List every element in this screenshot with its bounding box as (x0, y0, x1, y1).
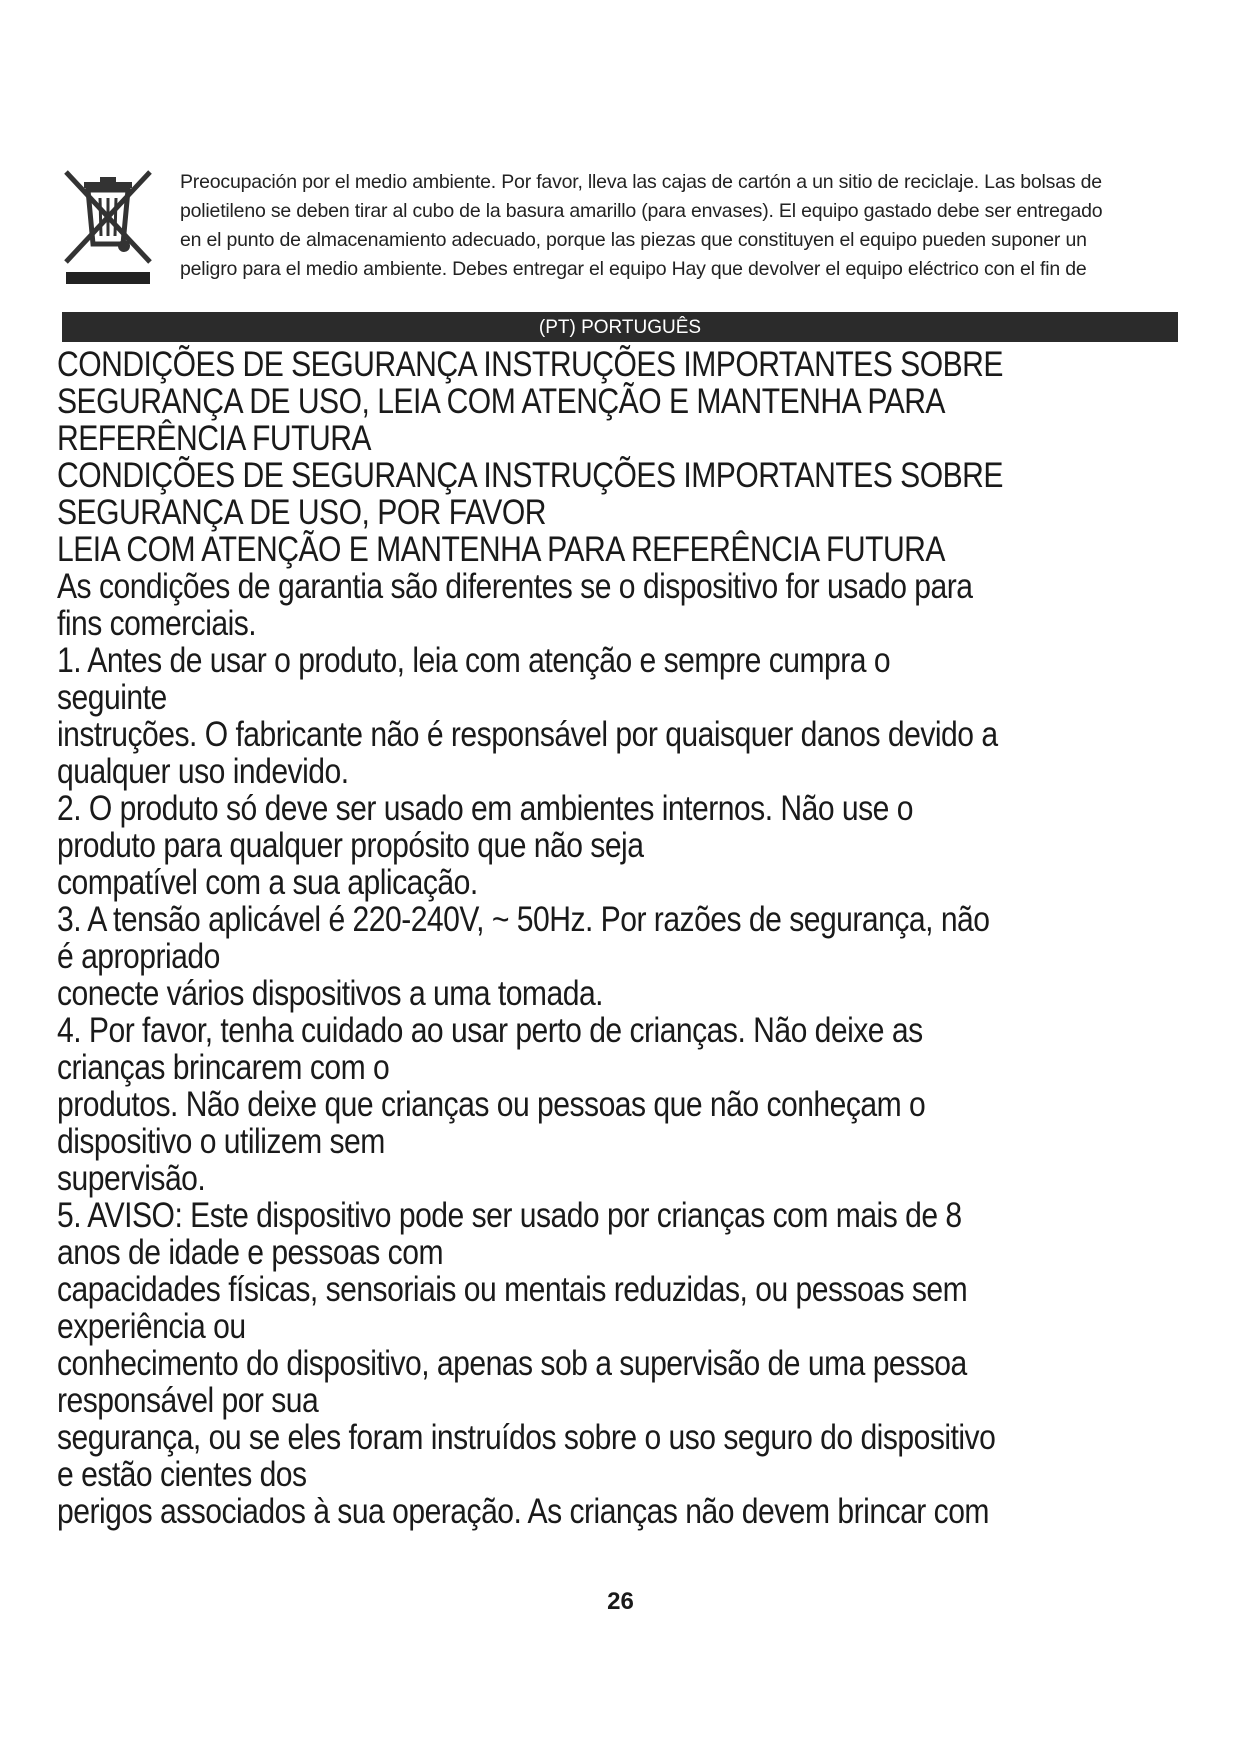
notice-line: peligro para el medio ambiente. Debes entregar el equipo Hay que devolver el equipo eléctrico con el fin de (180, 258, 1087, 280)
text-line: qualquer uso indevido. (57, 752, 349, 791)
text-line: segurança, ou se eles foram instruídos sobre o uso seguro do dispositivo (57, 1418, 996, 1457)
text-line: fins comerciais. (57, 604, 257, 643)
text-line: 3. A tensão aplicável é 220-240V, ~ 50Hz. Por razões de segurança, não (57, 900, 990, 939)
text-line: dispositivo o utilizem sem (57, 1122, 385, 1161)
language-header: (PT) PORTUGUÊS (62, 312, 1178, 342)
environment-notice-text (180, 168, 1160, 284)
notice-line: Preocupación por el medio ambiente. Por favor, lleva las cajas de cartón a un sitio de reciclaje. Las bolsas de (180, 171, 1102, 193)
crossed-out-wheelie-bin-icon (62, 168, 154, 286)
text-line: 1. Antes de usar o produto, leia com atenção e sempre cumpra o (57, 641, 891, 680)
text-line: conecte vários dispositivos a uma tomada. (57, 974, 604, 1013)
text-line: compatível com a sua aplicação. (57, 863, 478, 902)
notice-line: en el punto de almacenamiento adecuado, porque las piezas que constituyen el equipo pueden suponer un (180, 229, 1087, 251)
text-line: produtos. Não deixe que crianças ou pessoas que não conheçam o (57, 1085, 926, 1124)
text-line: perigos associados à sua operação. As crianças não devem brincar com (57, 1492, 989, 1531)
text-line: REFERÊNCIA FUTURA (57, 419, 372, 458)
text-line: As condições de garantia são diferentes se o dispositivo for usado para (57, 567, 973, 606)
text-line: CONDIÇÕES DE SEGURANÇA INSTRUÇÕES IMPORTANTES SOBRE (57, 456, 1003, 495)
text-line: e estão cientes dos (57, 1455, 307, 1494)
page-number: 26 (607, 1588, 634, 1615)
text-line: capacidades físicas, sensoriais ou mentais reduzidas, ou pessoas sem (57, 1270, 968, 1309)
text-line: SEGURANÇA DE USO, POR FAVOR (57, 493, 546, 532)
text-line: 4. Por favor, tenha cuidado ao usar perto de crianças. Não deixe as (57, 1011, 923, 1050)
text-line: é apropriado (57, 937, 220, 976)
text-line: 2. O produto só deve ser usado em ambientes internos. Não use o (57, 789, 913, 828)
text-line: seguinte (57, 678, 167, 717)
text-line: LEIA COM ATENÇÃO E MANTENHA PARA REFERÊNCIA FUTURA (57, 530, 945, 569)
text-line: SEGURANÇA DE USO, LEIA COM ATENÇÃO E MANTENHA PARA (57, 382, 945, 421)
text-line: produto para qualquer propósito que não seja (57, 826, 644, 865)
environment-notice (62, 168, 1162, 288)
text-line: conhecimento do dispositivo, apenas sob a supervisão de uma pessoa (57, 1344, 967, 1383)
text-line: supervisão. (57, 1159, 206, 1198)
notice-line: polietileno se deben tirar al cubo de la basura amarillo (para envases). El equipo gastado debe ser entregado (180, 200, 1103, 222)
text-line: 5. AVISO: Este dispositivo pode ser usado por crianças com mais de 8 (57, 1196, 962, 1235)
safety-instructions (57, 346, 1187, 1530)
text-line: instruções. O fabricante não é responsável por quaisquer danos devido a (57, 715, 998, 754)
text-line: anos de idade e pessoas com (57, 1233, 444, 1272)
text-line: responsável por sua (57, 1381, 319, 1420)
text-line: experiência ou (57, 1307, 246, 1346)
text-line: crianças brincarem com o (57, 1048, 390, 1087)
text-line: CONDIÇÕES DE SEGURANÇA INSTRUÇÕES IMPORTANTES SOBRE (57, 345, 1003, 384)
